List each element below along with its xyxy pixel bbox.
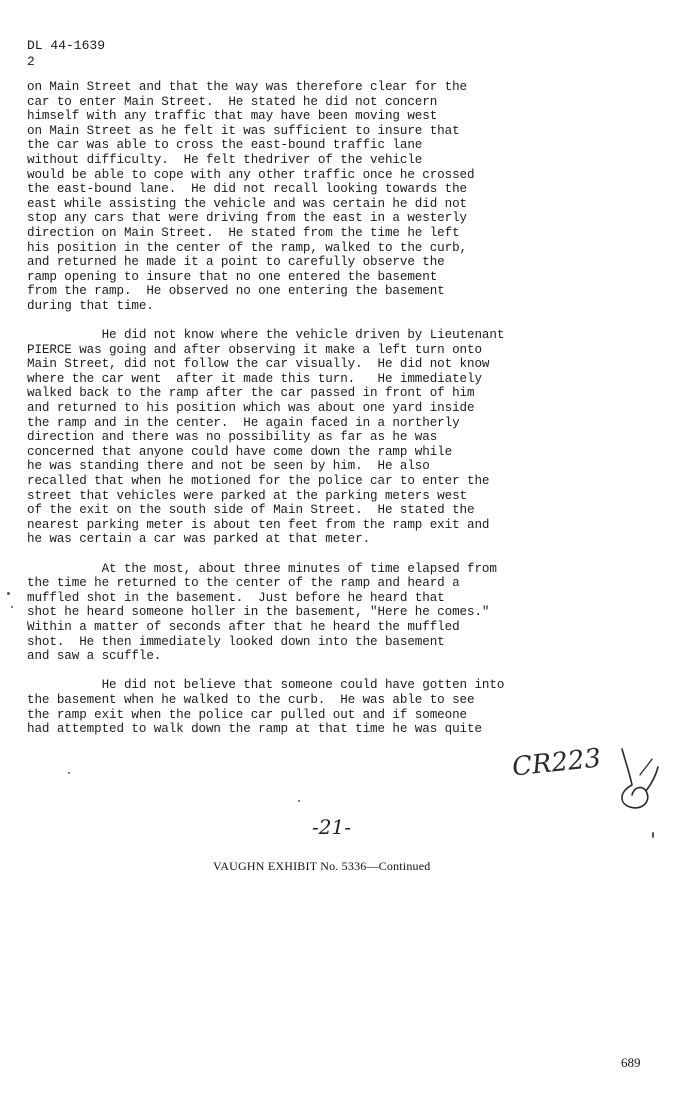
scan-speck (68, 772, 70, 774)
text-line: had attempted to walk down the ramp at that time he was quite (27, 722, 482, 737)
text-line: street that vehicles were parked at the parking meters west (27, 488, 467, 503)
text-line: the ramp exit when the police car pulled out and if someone (27, 707, 467, 722)
page-mark: -21- (312, 815, 351, 839)
text-line: himself with any traffic that may have been moving west (27, 109, 438, 124)
text-line: and returned to his position which was about one yard inside (27, 401, 475, 416)
text-line: nearest parking meter is about ten feet from the ramp exit and (27, 517, 490, 532)
text-line: At the most, about three minutes of time elapsed from (27, 561, 497, 576)
text-line: without difficulty. He felt thedriver of the vehicle (27, 152, 423, 167)
text-line: shot he heard someone holler in the basement, "Here he comes." (27, 605, 490, 620)
paragraph-2 (27, 328, 587, 547)
text-line: the east-bound lane. He did not recall looking towards the (27, 182, 467, 197)
scan-speck (11, 606, 13, 608)
text-line: he was certain a car was parked at that meter. (27, 532, 371, 547)
text-line: the basement when he walked to the curb. He was able to see (27, 692, 475, 707)
exhibit-caption: VAUGHN EXHIBIT No. 5336—Continued (213, 859, 431, 873)
handwritten-initials (612, 745, 664, 815)
body-text (27, 80, 587, 751)
scan-speck (652, 832, 654, 838)
text-line: east while assisting the vehicle and was certain he did not (27, 196, 467, 211)
scan-speck (298, 800, 300, 802)
page-number: 689 (621, 1055, 641, 1070)
handwritten-mark: CR223 (510, 743, 603, 783)
text-line: ramp opening to insure that no one entered the basement (27, 269, 438, 284)
text-line: on Main Street as he felt it was sufficient to insure that (27, 123, 460, 138)
paragraph-4 (27, 678, 587, 736)
text-line: shot. He then immediately looked down into the basement (27, 634, 445, 649)
text-line: and saw a scuffle. (27, 649, 162, 664)
text-line: walked back to the ramp after the car passed in front of him (27, 386, 475, 401)
text-line: the time he returned to the center of the ramp and heard a (27, 576, 460, 591)
text-line: recalled that when he motioned for the police car to enter the (27, 474, 490, 489)
text-line: stop any cars that were driving from the east in a westerly (27, 211, 467, 226)
text-line: from the ramp. He observed no one entering the basement (27, 284, 445, 299)
text-line: direction on Main Street. He stated from the time he left (27, 225, 460, 240)
file-number: DL 44-1639 (27, 38, 106, 53)
text-line: the ramp and in the center. He again faced in a northerly (27, 415, 460, 430)
text-line: car to enter Main Street. He stated he did not concern (27, 94, 438, 109)
text-line: of the exit on the south side of Main Street. He stated the (27, 503, 475, 518)
text-line: He did not know where the vehicle driven by Lieutenant (27, 328, 505, 343)
text-line: muffled shot in the basement. Just before he heard that (27, 590, 445, 605)
text-line: He did not believe that someone could have gotten into (27, 678, 505, 693)
text-line: the car was able to cross the east-bound traffic lane (27, 138, 423, 153)
text-line: PIERCE was going and after observing it make a left turn onto (27, 342, 482, 357)
text-line: his position in the center of the ramp, walked to the curb, (27, 240, 467, 255)
text-line: where the car went after it made this turn. He immediately (27, 371, 482, 386)
text-line: direction and there was no possibility as far as he was (27, 430, 438, 445)
page-index: 2 (27, 54, 35, 69)
scan-speck (7, 592, 10, 595)
text-line: during that time. (27, 298, 154, 313)
paragraph-3 (27, 562, 587, 664)
text-line: Within a matter of seconds after that he heard the muffled (27, 619, 460, 634)
text-line: would be able to cope with any other traffic once he crossed (27, 167, 475, 182)
text-line: concerned that anyone could have come down the ramp while (27, 444, 453, 459)
text-line: and returned he made it a point to carefully observe the (27, 255, 445, 270)
text-line: on Main Street and that the way was therefore clear for the (27, 80, 467, 94)
text-line: he was standing there and not be seen by him. He also (27, 459, 430, 474)
paragraph-1 (27, 80, 587, 314)
text-line: Main Street, did not follow the car visually. He did not know (27, 357, 490, 372)
